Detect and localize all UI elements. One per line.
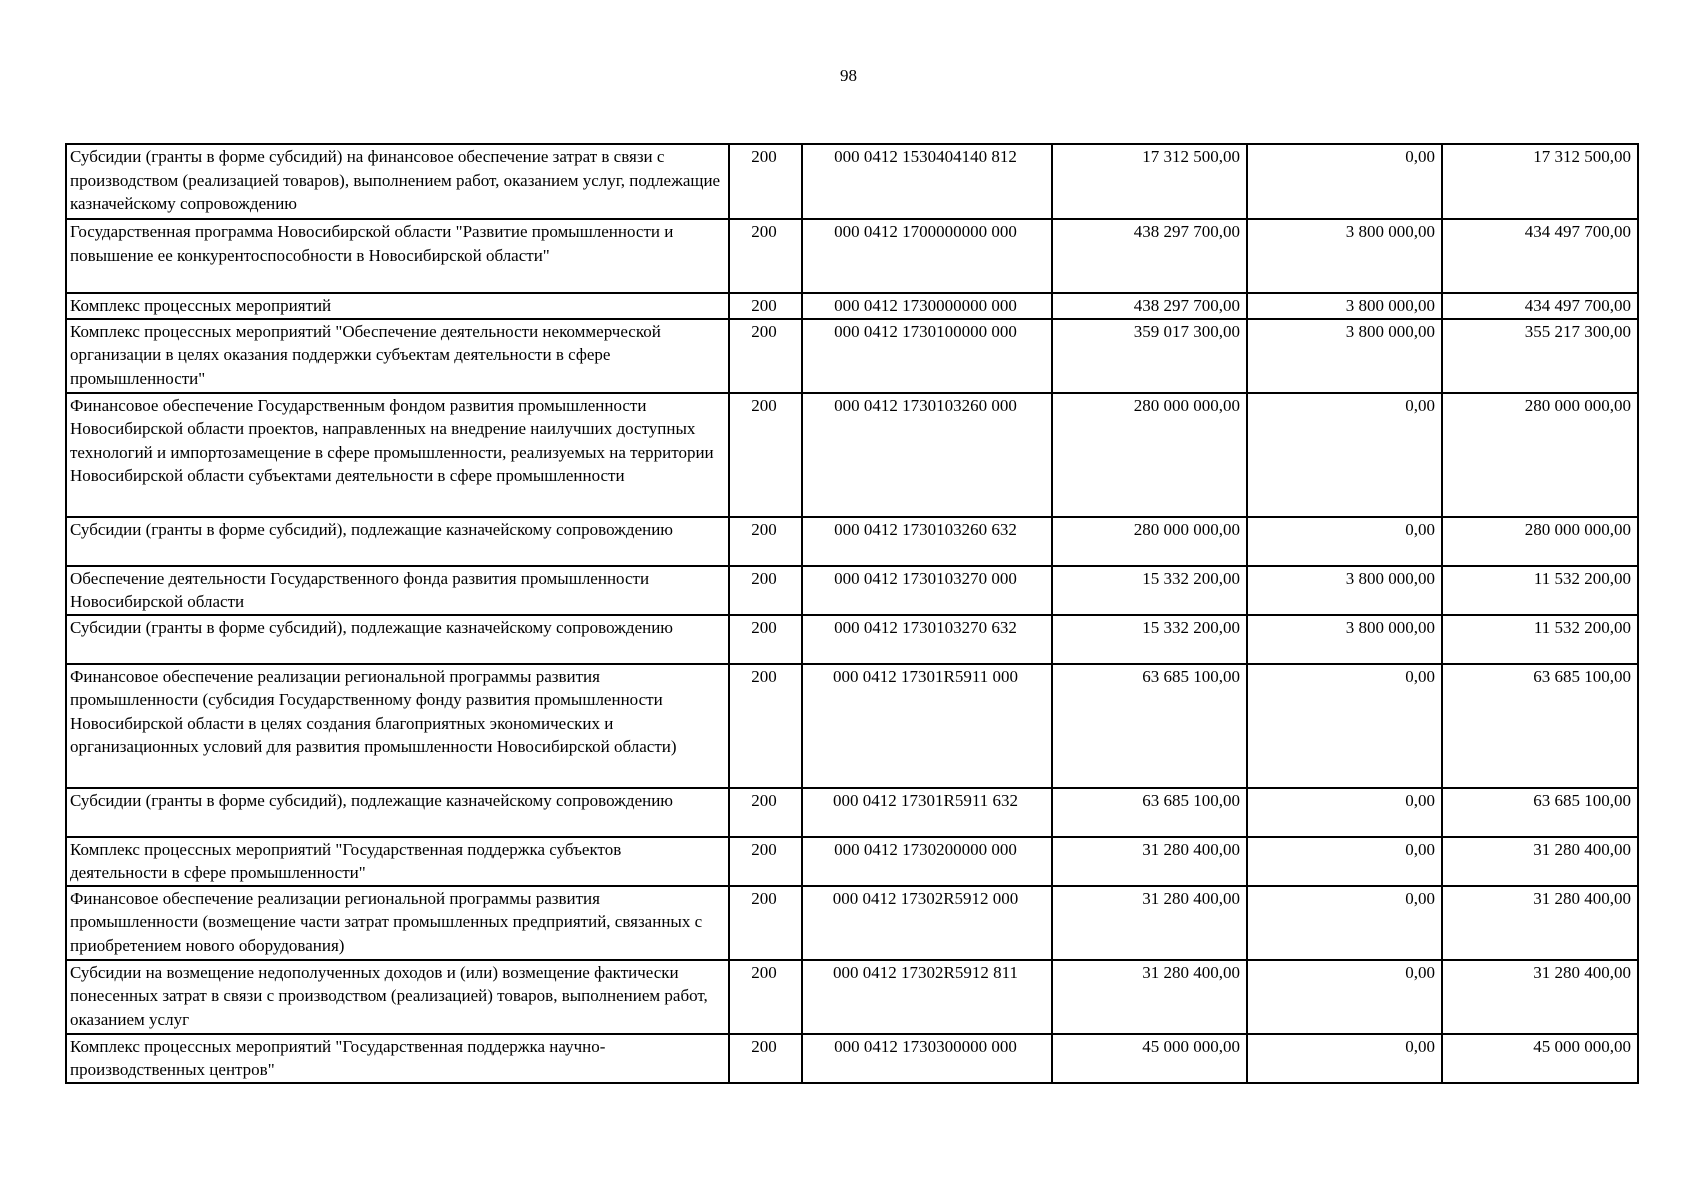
row-code-cell: 200 [729,788,802,837]
row-change-cell: 3 800 000,00 [1247,219,1442,293]
row-amount-cell: 17 312 500,00 [1052,144,1247,219]
row-name-cell: Обеспечение деятельности Государственного фонда развития промышленности Новосибирской области [66,566,729,615]
table-row [66,517,1638,566]
row-code-cell: 200 [729,319,802,393]
row-total-cell: 17 312 500,00 [1442,144,1638,219]
row-total-cell: 280 000 000,00 [1442,393,1638,517]
row-amount-cell: 280 000 000,00 [1052,393,1247,517]
budget-table [65,143,1639,1084]
table-row [66,886,1638,960]
row-code-cell: 200 [729,664,802,788]
table-row [66,615,1638,664]
row-total-cell: 11 532 200,00 [1442,615,1638,664]
row-change-cell: 3 800 000,00 [1247,293,1442,319]
row-code-cell: 200 [729,1034,802,1083]
table-row [66,664,1638,788]
row-code-cell: 200 [729,393,802,517]
row-classification-cell: 000 0412 1730103260 000 [802,393,1052,517]
row-total-cell: 63 685 100,00 [1442,788,1638,837]
row-change-cell: 3 800 000,00 [1247,566,1442,615]
row-change-cell: 0,00 [1247,393,1442,517]
row-name-cell: Субсидии (гранты в форме субсидий), подлежащие казначейскому сопровождению [66,788,729,837]
row-classification-cell: 000 0412 1730103270 000 [802,566,1052,615]
row-name-cell: Субсидии (гранты в форме субсидий), подлежащие казначейскому сопровождению [66,615,729,664]
row-name-cell: Финансовое обеспечение реализации региональной программы развития промышленности (субсидия Государственному фонду развития промышленности Новосибирской области в целях создания благоприятных экономических и организационных условий для развития промышленности Новосибирской области) [66,664,729,788]
row-amount-cell: 63 685 100,00 [1052,788,1247,837]
row-amount-cell: 31 280 400,00 [1052,960,1247,1034]
row-code-cell: 200 [729,517,802,566]
table-row [66,566,1638,615]
table-row [66,219,1638,293]
row-classification-cell: 000 0412 1730103270 632 [802,615,1052,664]
row-amount-cell: 31 280 400,00 [1052,837,1247,886]
row-code-cell: 200 [729,566,802,615]
row-change-cell: 0,00 [1247,886,1442,960]
row-name-cell: Финансовое обеспечение Государственным фондом развития промышленности Новосибирской области проектов, направленных на внедрение наилучших доступных технологий и импортозамещение в сфере промышленности, реализуемых на территории Новосибирской области субъектами деятельности в сфере промышленности [66,393,729,517]
row-total-cell: 31 280 400,00 [1442,837,1638,886]
row-amount-cell: 15 332 200,00 [1052,566,1247,615]
table-row [66,788,1638,837]
row-amount-cell: 438 297 700,00 [1052,219,1247,293]
row-name-cell: Государственная программа Новосибирской области "Развитие промышленности и повышение ее конкурентоспособности в Новосибирской области" [66,219,729,293]
row-classification-cell: 000 0412 1700000000 000 [802,219,1052,293]
row-classification-cell: 000 0412 1730200000 000 [802,837,1052,886]
row-amount-cell: 45 000 000,00 [1052,1034,1247,1083]
row-total-cell: 11 532 200,00 [1442,566,1638,615]
row-change-cell: 3 800 000,00 [1247,615,1442,664]
row-amount-cell: 15 332 200,00 [1052,615,1247,664]
row-code-cell: 200 [729,293,802,319]
row-amount-cell: 359 017 300,00 [1052,319,1247,393]
row-total-cell: 31 280 400,00 [1442,886,1638,960]
row-code-cell: 200 [729,144,802,219]
row-classification-cell: 000 0412 1530404140 812 [802,144,1052,219]
row-classification-cell: 000 0412 1730000000 000 [802,293,1052,319]
row-name-cell: Комплекс процессных мероприятий "Обеспечение деятельности некоммерческой организации в целях оказания поддержки субъектам деятельности в сфере промышленности" [66,319,729,393]
row-change-cell: 0,00 [1247,837,1442,886]
row-total-cell: 280 000 000,00 [1442,517,1638,566]
row-code-cell: 200 [729,219,802,293]
row-classification-cell: 000 0412 1730100000 000 [802,319,1052,393]
table-row [66,144,1638,219]
row-classification-cell: 000 0412 17301R5911 632 [802,788,1052,837]
row-code-cell: 200 [729,960,802,1034]
row-classification-cell: 000 0412 17301R5911 000 [802,664,1052,788]
row-change-cell: 0,00 [1247,144,1442,219]
row-total-cell: 63 685 100,00 [1442,664,1638,788]
table-row [66,393,1638,517]
row-amount-cell: 438 297 700,00 [1052,293,1247,319]
row-name-cell: Комплекс процессных мероприятий [66,293,729,319]
row-change-cell: 0,00 [1247,664,1442,788]
row-name-cell: Комплекс процессных мероприятий "Государственная поддержка субъектов деятельности в сфере промышленности" [66,837,729,886]
page-number: 98 [840,66,857,85]
table-row [66,1034,1638,1083]
row-amount-cell: 31 280 400,00 [1052,886,1247,960]
row-code-cell: 200 [729,837,802,886]
row-classification-cell: 000 0412 1730103260 632 [802,517,1052,566]
table-row [66,837,1638,886]
row-name-cell: Субсидии (гранты в форме субсидий) на финансовое обеспечение затрат в связи с производством (реализацией товаров), выполнением работ, оказанием услуг, подлежащие казначейскому сопровождению [66,144,729,219]
row-code-cell: 200 [729,886,802,960]
table-row [66,293,1638,319]
row-total-cell: 434 497 700,00 [1442,293,1638,319]
row-name-cell: Субсидии на возмещение недополученных доходов и (или) возмещение фактически понесенных затрат в связи с производством (реализацией) товаров, выполнением работ, оказанием услуг [66,960,729,1034]
row-change-cell: 0,00 [1247,517,1442,566]
row-change-cell: 0,00 [1247,960,1442,1034]
row-classification-cell: 000 0412 17302R5912 000 [802,886,1052,960]
row-change-cell: 0,00 [1247,1034,1442,1083]
row-name-cell: Финансовое обеспечение реализации региональной программы развития промышленности (возмещение части затрат промышленных предприятий, связанных с приобретением нового оборудования) [66,886,729,960]
row-total-cell: 45 000 000,00 [1442,1034,1638,1083]
table-row [66,319,1638,393]
row-code-cell: 200 [729,615,802,664]
row-name-cell: Субсидии (гранты в форме субсидий), подлежащие казначейскому сопровождению [66,517,729,566]
row-change-cell: 3 800 000,00 [1247,319,1442,393]
row-amount-cell: 63 685 100,00 [1052,664,1247,788]
table-body [66,144,1638,1083]
row-change-cell: 0,00 [1247,788,1442,837]
row-total-cell: 434 497 700,00 [1442,219,1638,293]
row-total-cell: 355 217 300,00 [1442,319,1638,393]
row-name-cell: Комплекс процессных мероприятий "Государственная поддержка научно-производственных центров" [66,1034,729,1083]
row-classification-cell: 000 0412 1730300000 000 [802,1034,1052,1083]
row-total-cell: 31 280 400,00 [1442,960,1638,1034]
table-row [66,960,1638,1034]
row-classification-cell: 000 0412 17302R5912 811 [802,960,1052,1034]
row-amount-cell: 280 000 000,00 [1052,517,1247,566]
